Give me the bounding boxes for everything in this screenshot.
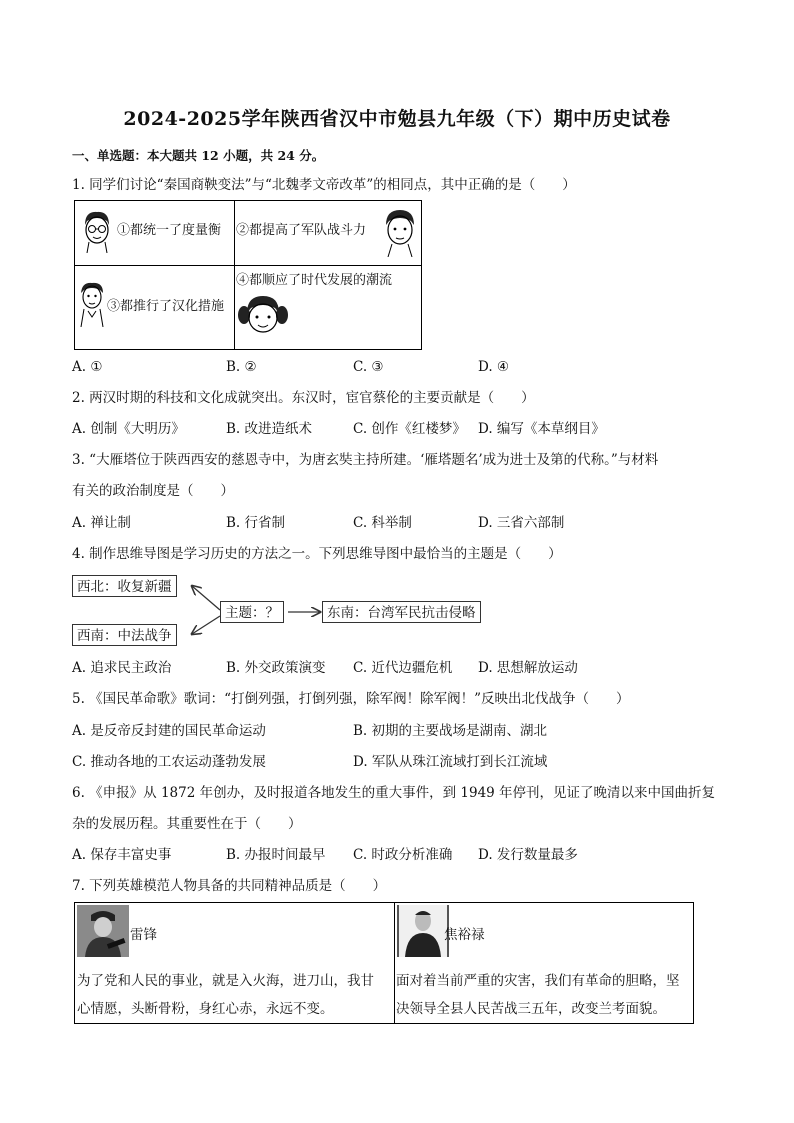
mind-map-southeast: 东南：台湾军民抗击侵略 xyxy=(322,601,481,623)
question-5-stem: 5. 《国民革命歌》歌词：“打倒列强，打倒列强，除军阀！除军阀！”反映出北伐战争（ ） xyxy=(72,691,630,707)
lei-feng-photo xyxy=(77,905,129,957)
question-6-stem-line1: 6. 《申报》从 1872 年创办，及时报道各地发生的重大事件，到 1949 年停刊，见证了晚清以来中国曲折复 xyxy=(72,785,716,801)
jiao-yulu-quote-line2: 决领导全县人民苦战三五年，改变兰考面貌。 xyxy=(396,1001,666,1017)
question-1-option-a[interactable]: A. ① xyxy=(72,359,103,375)
exam-title: 2024-2025学年陕西省汉中市勉县九年级（下）期中历史试卷 xyxy=(123,108,671,130)
question-5-option-d[interactable]: D. 军队从珠江流域打到长江流域 xyxy=(353,754,548,770)
student-face-icon xyxy=(381,207,419,257)
question-5-option-c[interactable]: C. 推动各地的工农运动蓬勃发展 xyxy=(72,754,266,770)
question-5-option-a[interactable]: A. 是反帝反封建的国民革命运动 xyxy=(72,723,266,739)
question-1-table xyxy=(74,200,422,350)
question-4-option-c[interactable]: C. 近代边疆危机 xyxy=(353,660,453,676)
student-face-icon xyxy=(79,209,115,253)
question-3-option-c[interactable]: C. 科举制 xyxy=(353,515,412,531)
question-1-cell-4: ④都顺应了时代发展的潮流 xyxy=(236,273,393,288)
mind-map-southwest: 西南：中法战争 xyxy=(72,624,177,646)
question-3-option-d[interactable]: D. 三省六部制 xyxy=(478,515,565,531)
question-1-option-c[interactable]: C. ③ xyxy=(353,359,384,375)
question-2-option-b[interactable]: B. 改进造纸术 xyxy=(226,421,313,437)
question-6-option-a[interactable]: A. 保存丰富史事 xyxy=(72,847,172,863)
mind-map-center: 主题：？ xyxy=(220,601,284,623)
question-7-table xyxy=(74,902,694,1024)
question-4-option-a[interactable]: A. 追求民主政治 xyxy=(72,660,172,676)
question-3-option-b[interactable]: B. 行省制 xyxy=(226,515,286,531)
student-face-icon xyxy=(78,281,106,327)
question-6-option-d[interactable]: D. 发行数量最多 xyxy=(478,847,578,863)
lei-feng-quote-line2: 心情愿，头断骨粉，身红心赤，永远不变。 xyxy=(77,1001,334,1017)
jiao-yulu-photo xyxy=(397,905,449,957)
question-7-stem: 7. 下列英雄模范人物具备的共同精神品质是（ ） xyxy=(72,878,387,894)
question-6-option-c[interactable]: C. 时政分析准确 xyxy=(353,847,453,863)
question-3-stem-line2: 有关的政治制度是（ ） xyxy=(72,483,234,499)
question-4-option-b[interactable]: B. 外交政策演变 xyxy=(226,660,326,676)
question-1-stem: 1. 同学们讨论“秦国商鞅变法”与“北魏孝文帝改革”的相同点，其中正确的是（ ） xyxy=(72,177,576,193)
question-4-stem: 4. 制作思维导图是学习历史的方法之一。下列思维导图中最恰当的主题是（ ） xyxy=(72,546,562,562)
question-3-option-a[interactable]: A. 禅让制 xyxy=(72,515,131,531)
question-1-option-d[interactable]: D. ④ xyxy=(478,359,510,375)
jiao-yulu-name: 焦裕禄 xyxy=(444,927,485,943)
question-6-stem-line2: 杂的发展历程。其重要性在于（ ） xyxy=(72,816,302,832)
section-heading: 一、单选题：本大题共 12 小题，共 24 分。 xyxy=(72,148,325,163)
question-2-option-d[interactable]: D. 编写《本草纲目》 xyxy=(478,421,605,437)
question-3-stem-line1: 3. “大雁塔位于陕西西安的慈恩寺中，为唐玄奘主持所建。‘雁塔题名’成为进士及第的代称。”与材料 xyxy=(72,452,659,468)
lei-feng-name: 雷锋 xyxy=(130,927,157,943)
question-4-option-d[interactable]: D. 思想解放运动 xyxy=(478,660,578,676)
question-1-cell-1: ①都统一了度量衡 xyxy=(117,223,222,238)
question-1-option-b[interactable]: B. ② xyxy=(226,359,257,375)
question-2-option-c[interactable]: C. 创作《红楼梦》 xyxy=(353,421,466,437)
question-2-stem: 2. 两汉时期的科技和文化成就突出。东汉时，宦官蔡伦的主要贡献是（ ） xyxy=(72,390,535,406)
question-2-option-a[interactable]: A. 创制《大明历》 xyxy=(72,421,185,437)
question-1-cell-2: ②都提高了军队战斗力 xyxy=(236,223,367,238)
question-6-option-b[interactable]: B. 办报时间最早 xyxy=(226,847,326,863)
mind-map-northwest: 西北：收复新疆 xyxy=(72,575,177,597)
lei-feng-quote-line1: 为了党和人民的事业，就是入火海，进刀山，我甘 xyxy=(77,973,374,989)
jiao-yulu-quote-line1: 面对着当前严重的灾害，我们有革命的胆略，坚 xyxy=(396,973,680,989)
student-face-icon xyxy=(237,293,289,339)
question-1-cell-3: ③都推行了汉化措施 xyxy=(107,299,225,314)
question-5-option-b[interactable]: B. 初期的主要战场是湖南、湖北 xyxy=(353,723,548,739)
